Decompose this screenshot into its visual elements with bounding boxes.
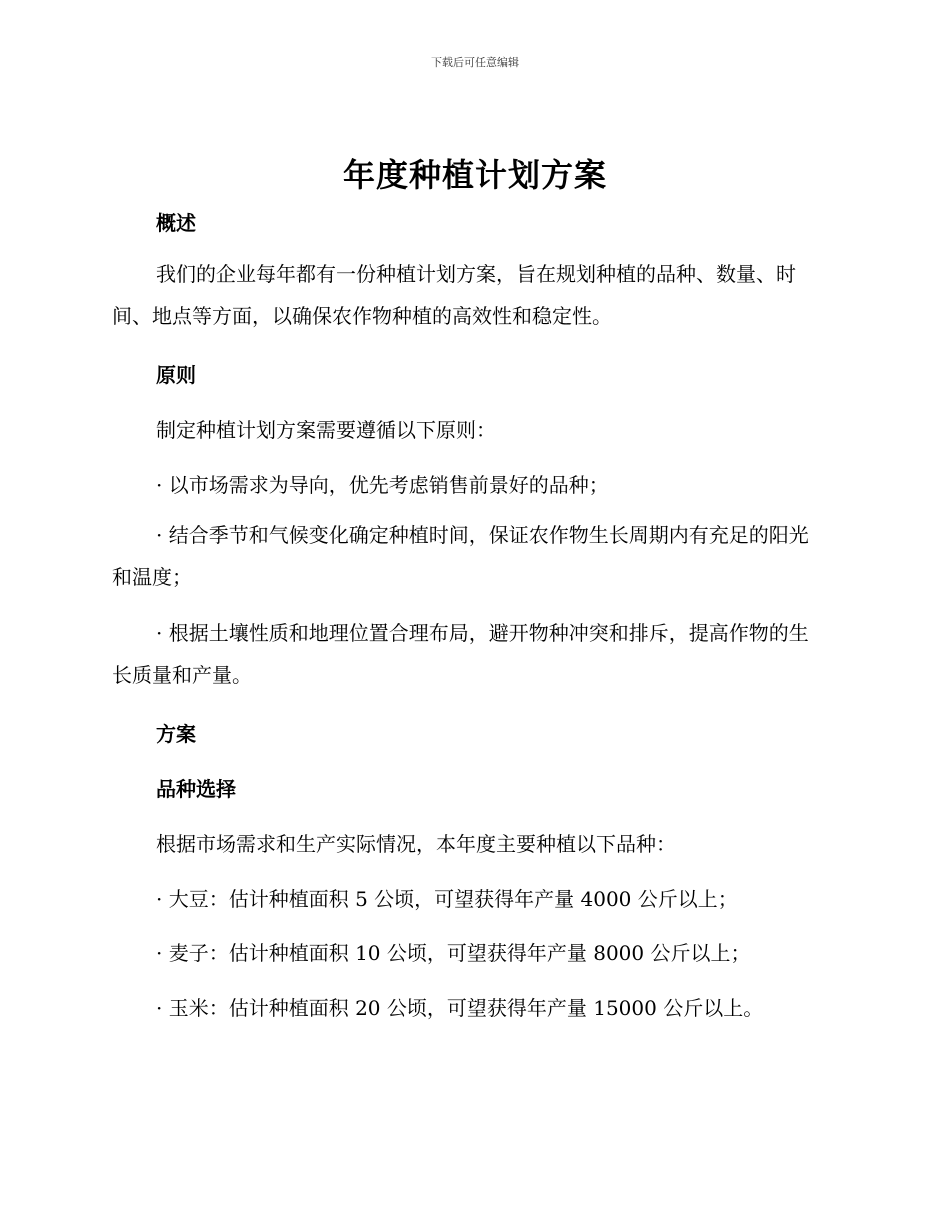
overview-paragraph: 我们的企业每年都有一份种植计划方案，旨在规划种植的品种、数量、时间、地点等方面，以确保农作物种植的高效性和稳定性。	[112, 262, 796, 328]
principle-item-market: · 以市场需求为导向，优先考虑销售前景好的品种；	[156, 473, 609, 497]
heading-variety-selection: 品种选择	[156, 777, 236, 801]
variety-intro: 根据市场需求和生产实际情况，本年度主要种植以下品种：	[156, 832, 676, 856]
principle-item-season: · 结合季节和气候变化确定种植时间，保证农作物生长周期内有充足的阳光和温度；	[112, 523, 809, 589]
principle-item-layout: · 根据土壤性质和地理位置合理布局，避开物种冲突和排斥，提高作物的生长质量和产量。	[112, 621, 809, 687]
principles-intro: 制定种植计划方案需要遵循以下原则：	[156, 418, 496, 442]
variety-item-wheat: · 麦子：估计种植面积 10 公顷，可望获得年产量 8000 公斤以上；	[156, 941, 751, 965]
variety-item-corn: · 玉米：估计种植面积 20 公顷，可望获得年产量 15000 公斤以上。	[156, 996, 764, 1020]
header-note: 下载后可任意编辑	[431, 56, 519, 69]
heading-plan: 方案	[156, 722, 196, 746]
heading-principles: 原则	[156, 363, 196, 387]
variety-item-soybean: · 大豆：估计种植面积 5 公顷，可望获得年产量 4000 公斤以上；	[156, 887, 738, 911]
heading-overview: 概述	[156, 211, 196, 235]
document-title: 年度种植计划方案	[342, 156, 607, 194]
